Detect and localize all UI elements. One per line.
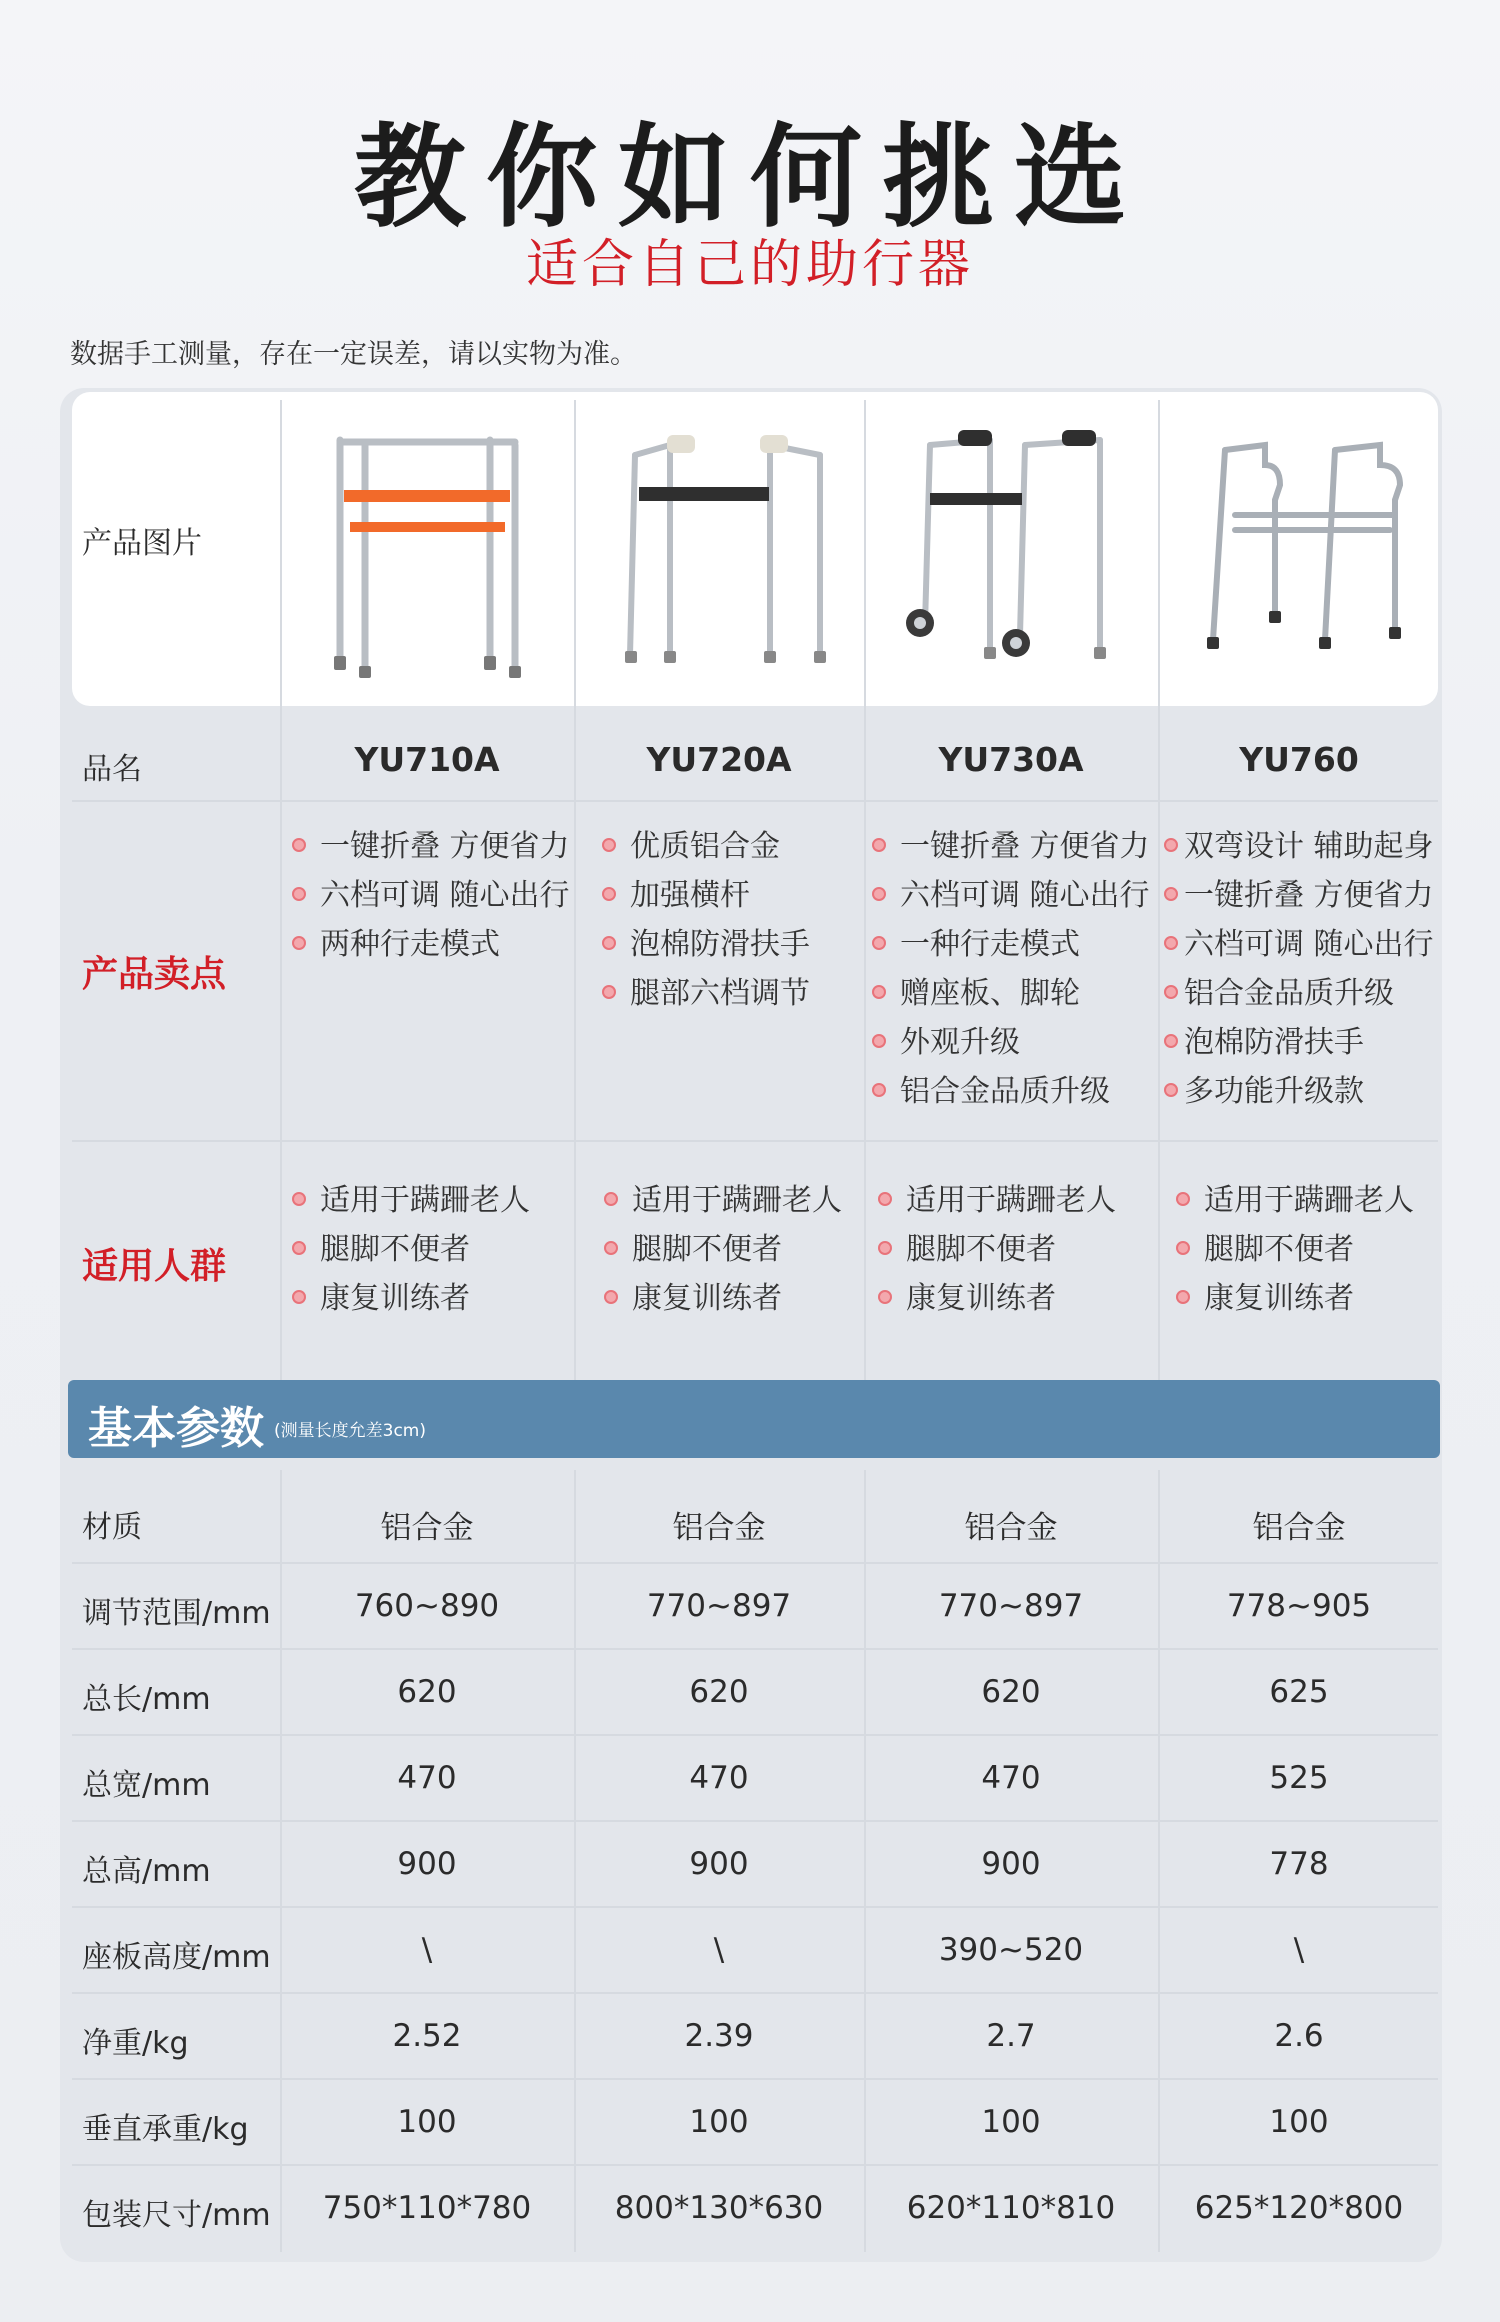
row-divider <box>72 1906 1438 1908</box>
bullet-icon <box>1164 838 1178 852</box>
param-value: 2.39 <box>684 2018 754 2054</box>
param-label: 净重/kg <box>82 2026 189 2061</box>
model-name: YU730A <box>938 740 1084 779</box>
list-item: 双弯设计 辅助起身 <box>1164 822 1434 871</box>
bullet-icon <box>872 887 886 901</box>
param-value: 525 <box>1269 1760 1329 1796</box>
param-label: 总宽/mm <box>82 1768 211 1803</box>
row-divider <box>72 1992 1438 1994</box>
bullet-icon <box>872 985 886 999</box>
list-item: 腿部六档调节 <box>602 969 810 1018</box>
bullet-icon <box>1164 1083 1178 1097</box>
param-label: 调节范围/mm <box>82 1596 271 1631</box>
param-value: 750*110*780 <box>322 2190 532 2226</box>
param-value: 470 <box>689 1760 749 1796</box>
bullet-icon <box>602 838 616 852</box>
param-value: 620 <box>689 1674 749 1710</box>
param-label: 座板高度/mm <box>82 1940 271 1975</box>
row-divider <box>72 1734 1438 1736</box>
features-list <box>292 822 570 969</box>
bullet-icon <box>872 1083 886 1097</box>
list-item: 康复训练者 <box>604 1274 842 1323</box>
audience-list <box>1176 1176 1414 1323</box>
list-item: 六档可调 随心出行 <box>872 871 1150 920</box>
param-value: \ <box>1293 1932 1305 1968</box>
bullet-icon <box>1164 1034 1178 1048</box>
column-divider <box>864 400 866 1380</box>
list-item: 两种行走模式 <box>292 920 570 969</box>
param-value: 2.6 <box>1274 2018 1324 2054</box>
walker-image-yu730a <box>900 425 1120 675</box>
param-value: 铝合金 <box>1252 1510 1346 1546</box>
model-name: YU710A <box>354 740 500 779</box>
param-value: 100 <box>689 2104 749 2140</box>
param-value: \ <box>713 1932 725 1968</box>
params-title: 基本参数 <box>88 1403 264 1454</box>
row-divider <box>72 1140 1438 1142</box>
bullet-icon <box>872 936 886 950</box>
column-divider <box>280 400 282 1380</box>
param-value: \ <box>421 1932 433 1968</box>
param-value: 778 <box>1269 1846 1329 1882</box>
list-item: 泡棉防滑扶手 <box>602 920 810 969</box>
bullet-icon <box>1164 936 1178 950</box>
param-label: 总长/mm <box>82 1682 211 1717</box>
row-divider <box>72 2164 1438 2166</box>
param-label: 包装尺寸/mm <box>82 2198 271 2233</box>
model-name: YU720A <box>646 740 792 779</box>
param-value: 625 <box>1269 1674 1329 1710</box>
label-product-image: 产品图片 <box>82 526 202 561</box>
bullet-icon <box>292 1241 306 1255</box>
param-value: 100 <box>981 2104 1041 2140</box>
list-item: 腿脚不便者 <box>878 1225 1116 1274</box>
walker-image-yu710a <box>320 420 530 680</box>
param-value: 470 <box>981 1760 1041 1796</box>
param-value: 625*120*800 <box>1194 2190 1404 2226</box>
label-product-name: 品名 <box>82 752 142 787</box>
features-list <box>872 822 1150 1116</box>
list-item: 一种行走模式 <box>872 920 1150 969</box>
list-item: 康复训练者 <box>878 1274 1116 1323</box>
walker-image-yu760 <box>1195 425 1415 675</box>
param-value: 100 <box>1269 2104 1329 2140</box>
param-label: 材质 <box>82 1510 142 1545</box>
row-divider <box>72 1820 1438 1822</box>
row-divider <box>72 2078 1438 2080</box>
param-value: 770~897 <box>938 1588 1084 1624</box>
page-subtitle: 适合自己的助行器 <box>525 235 974 295</box>
param-value: 900 <box>981 1846 1041 1882</box>
param-value: 770~897 <box>646 1588 792 1624</box>
bullet-icon <box>872 838 886 852</box>
label-audience: 适用人群 <box>82 1246 227 1287</box>
audience-list <box>604 1176 842 1323</box>
param-value: 778~905 <box>1226 1588 1372 1624</box>
param-label: 垂直承重/kg <box>82 2112 249 2147</box>
model-name: YU760 <box>1239 740 1359 779</box>
column-divider <box>1158 400 1160 1380</box>
list-item: 适用于蹒跚老人 <box>604 1176 842 1225</box>
row-divider <box>72 1648 1438 1650</box>
bullet-icon <box>602 936 616 950</box>
param-label: 总高/mm <box>82 1854 211 1889</box>
param-value: 2.52 <box>392 2018 462 2054</box>
param-value: 470 <box>397 1760 457 1796</box>
param-value: 620 <box>981 1674 1041 1710</box>
list-item: 外观升级 <box>872 1018 1150 1067</box>
bullet-icon <box>878 1290 892 1304</box>
list-item: 铝合金品质升级 <box>872 1067 1150 1116</box>
param-value: 900 <box>689 1846 749 1882</box>
param-value: 620*110*810 <box>906 2190 1116 2226</box>
list-item: 泡棉防滑扶手 <box>1164 1018 1434 1067</box>
bullet-icon <box>1164 887 1178 901</box>
bullet-icon <box>602 985 616 999</box>
row-divider <box>72 1562 1438 1564</box>
features-list <box>602 822 810 1018</box>
bullet-icon <box>292 1290 306 1304</box>
bullet-icon <box>1164 985 1178 999</box>
bullet-icon <box>878 1192 892 1206</box>
list-item: 六档可调 随心出行 <box>292 871 570 920</box>
params-banner <box>68 1380 1440 1458</box>
list-item: 六档可调 随心出行 <box>1164 920 1434 969</box>
walker-image-yu720a <box>615 425 835 675</box>
param-value: 铝合金 <box>380 1510 474 1546</box>
bullet-icon <box>878 1241 892 1255</box>
param-value: 390~520 <box>938 1932 1084 1968</box>
bullet-icon <box>292 1192 306 1206</box>
list-item: 加强横杆 <box>602 871 810 920</box>
audience-list <box>292 1176 530 1323</box>
row-divider <box>72 800 1438 802</box>
list-item: 多功能升级款 <box>1164 1067 1434 1116</box>
bullet-icon <box>872 1034 886 1048</box>
bullet-icon <box>604 1192 618 1206</box>
column-divider <box>574 400 576 1380</box>
list-item: 康复训练者 <box>292 1274 530 1323</box>
list-item: 腿脚不便者 <box>1176 1225 1414 1274</box>
list-item: 适用于蹒跚老人 <box>1176 1176 1414 1225</box>
bullet-icon <box>604 1241 618 1255</box>
bullet-icon <box>1176 1192 1190 1206</box>
list-item: 赠座板、脚轮 <box>872 969 1150 1018</box>
measurement-note: 数据手工测量，存在一定误差，请以实物为准。 <box>70 339 637 370</box>
list-item: 康复训练者 <box>1176 1274 1414 1323</box>
param-value: 铝合金 <box>964 1510 1058 1546</box>
bullet-icon <box>292 838 306 852</box>
param-value: 620 <box>397 1674 457 1710</box>
bullet-icon <box>604 1290 618 1304</box>
audience-list <box>878 1176 1116 1323</box>
param-value: 800*130*630 <box>614 2190 824 2226</box>
params-note: (测量长度允差3cm) <box>274 1421 426 1441</box>
bullet-icon <box>292 887 306 901</box>
list-item: 腿脚不便者 <box>604 1225 842 1274</box>
list-item: 一键折叠 方便省力 <box>292 822 570 871</box>
features-list <box>1164 822 1434 1116</box>
param-value: 铝合金 <box>672 1510 766 1546</box>
param-value: 100 <box>397 2104 457 2140</box>
param-value: 760~890 <box>354 1588 500 1624</box>
list-item: 腿脚不便者 <box>292 1225 530 1274</box>
list-item: 适用于蹒跚老人 <box>878 1176 1116 1225</box>
param-value: 2.7 <box>986 2018 1036 2054</box>
bullet-icon <box>292 936 306 950</box>
bullet-icon <box>1176 1290 1190 1304</box>
list-item: 铝合金品质升级 <box>1164 969 1434 1018</box>
bullet-icon <box>1176 1241 1190 1255</box>
list-item: 适用于蹒跚老人 <box>292 1176 530 1225</box>
list-item: 优质铝合金 <box>602 822 810 871</box>
bullet-icon <box>602 887 616 901</box>
page-title: 教你如何挑选 <box>354 113 1146 243</box>
label-features: 产品卖点 <box>82 954 227 995</box>
list-item: 一键折叠 方便省力 <box>1164 871 1434 920</box>
param-value: 900 <box>397 1846 457 1882</box>
list-item: 一键折叠 方便省力 <box>872 822 1150 871</box>
